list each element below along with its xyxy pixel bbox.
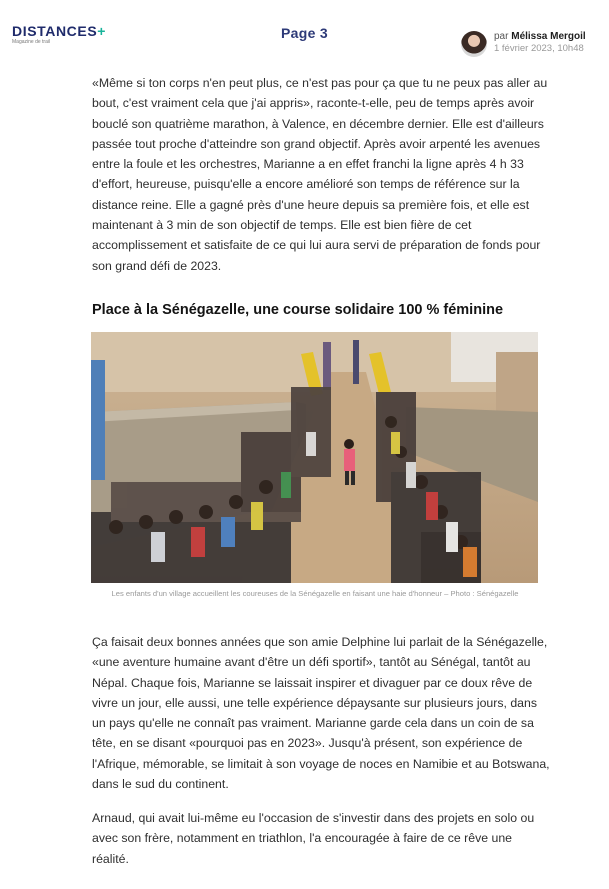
article-paragraph-1: «Même si ton corps n'en peut plus, ce n'est pas pour ça que tu ne peux pas aller au bout, c'est vraiment cela que j'ai appris», raconte-t-elle, peu de temps après avoir bouclé son quatrième marathon, à Valence, en décembre dernier. Elle est d'ailleurs passée tout proche d'atteindre son grand objectif. Après avoir arpenté les avenues entre la foule et les orchestres, Marianne a en effet franchi la ligne après 4 h 33 d'effort, heureuse, puisqu'elle a encore amélioré son temps de référence sur la distance reine. Elle a gagné près d'une heure depuis sa première fois, et elle est maintenant à 3 min de son objectif de temps. Elle est bien fière de cet accomplissement et satisfaite de ce qui lui aura servi de préparation de fonds pour son grand défi de 2023.	[92, 76, 548, 273]
article-photo	[91, 332, 538, 583]
page-number: Page 3	[281, 25, 328, 41]
page-header	[0, 0, 609, 62]
photo-caption: Les enfants d'un village accueillent les coureuses de la Sénégazelle en faisant une haie d'honneur – Photo : Sénégazelle	[111, 589, 519, 598]
photo-illustration	[91, 332, 538, 583]
article-paragraph-2: Ça faisait deux bonnes années que son amie Delphine lui parlait de la Sénégazelle, «une aventure humaine avant d'être un défi sportif», tantôt au Sénégal, tantôt au Népal. Chaque fois, Marianne se laissait inspirer et divaguer par ce doux rêve de vivre un jour, elle aussi, une telle expérience dépaysante sur plusieurs jours, dans un pays qu'elle ne connaît pas vraiment. Marianne garde cela dans un coin de sa tête, en se disant «pourquoi pas en 2023». Jusqu'à présent, son expérience de l'Afrique, mémorable, se limitait à son voyage de noces en Namibie et au Botswana, dans le sud du continent.	[92, 635, 550, 792]
logo-tagline: Magazine de trail	[12, 39, 51, 45]
section-heading: Place à la Sénégazelle, une course solidaire 100 % féminine	[92, 302, 504, 318]
author-name[interactable]: Mélissa Mergoil	[511, 31, 586, 42]
logo-plus: +	[97, 23, 107, 39]
author-info	[494, 31, 586, 54]
publish-date: 1 février 2023, 10h48	[494, 43, 584, 54]
logo-wordmark: DISTANCES	[12, 23, 98, 39]
author-avatar	[461, 31, 487, 57]
author-prefix: par	[494, 31, 509, 42]
article-paragraph-3: Arnaud, qui avait lui-même eu l'occasion de s'investir dans des projets en solo ou avec son frère, notamment en triathlon, l'a encouragée à faire de ce rêve une réalité.	[92, 811, 535, 866]
